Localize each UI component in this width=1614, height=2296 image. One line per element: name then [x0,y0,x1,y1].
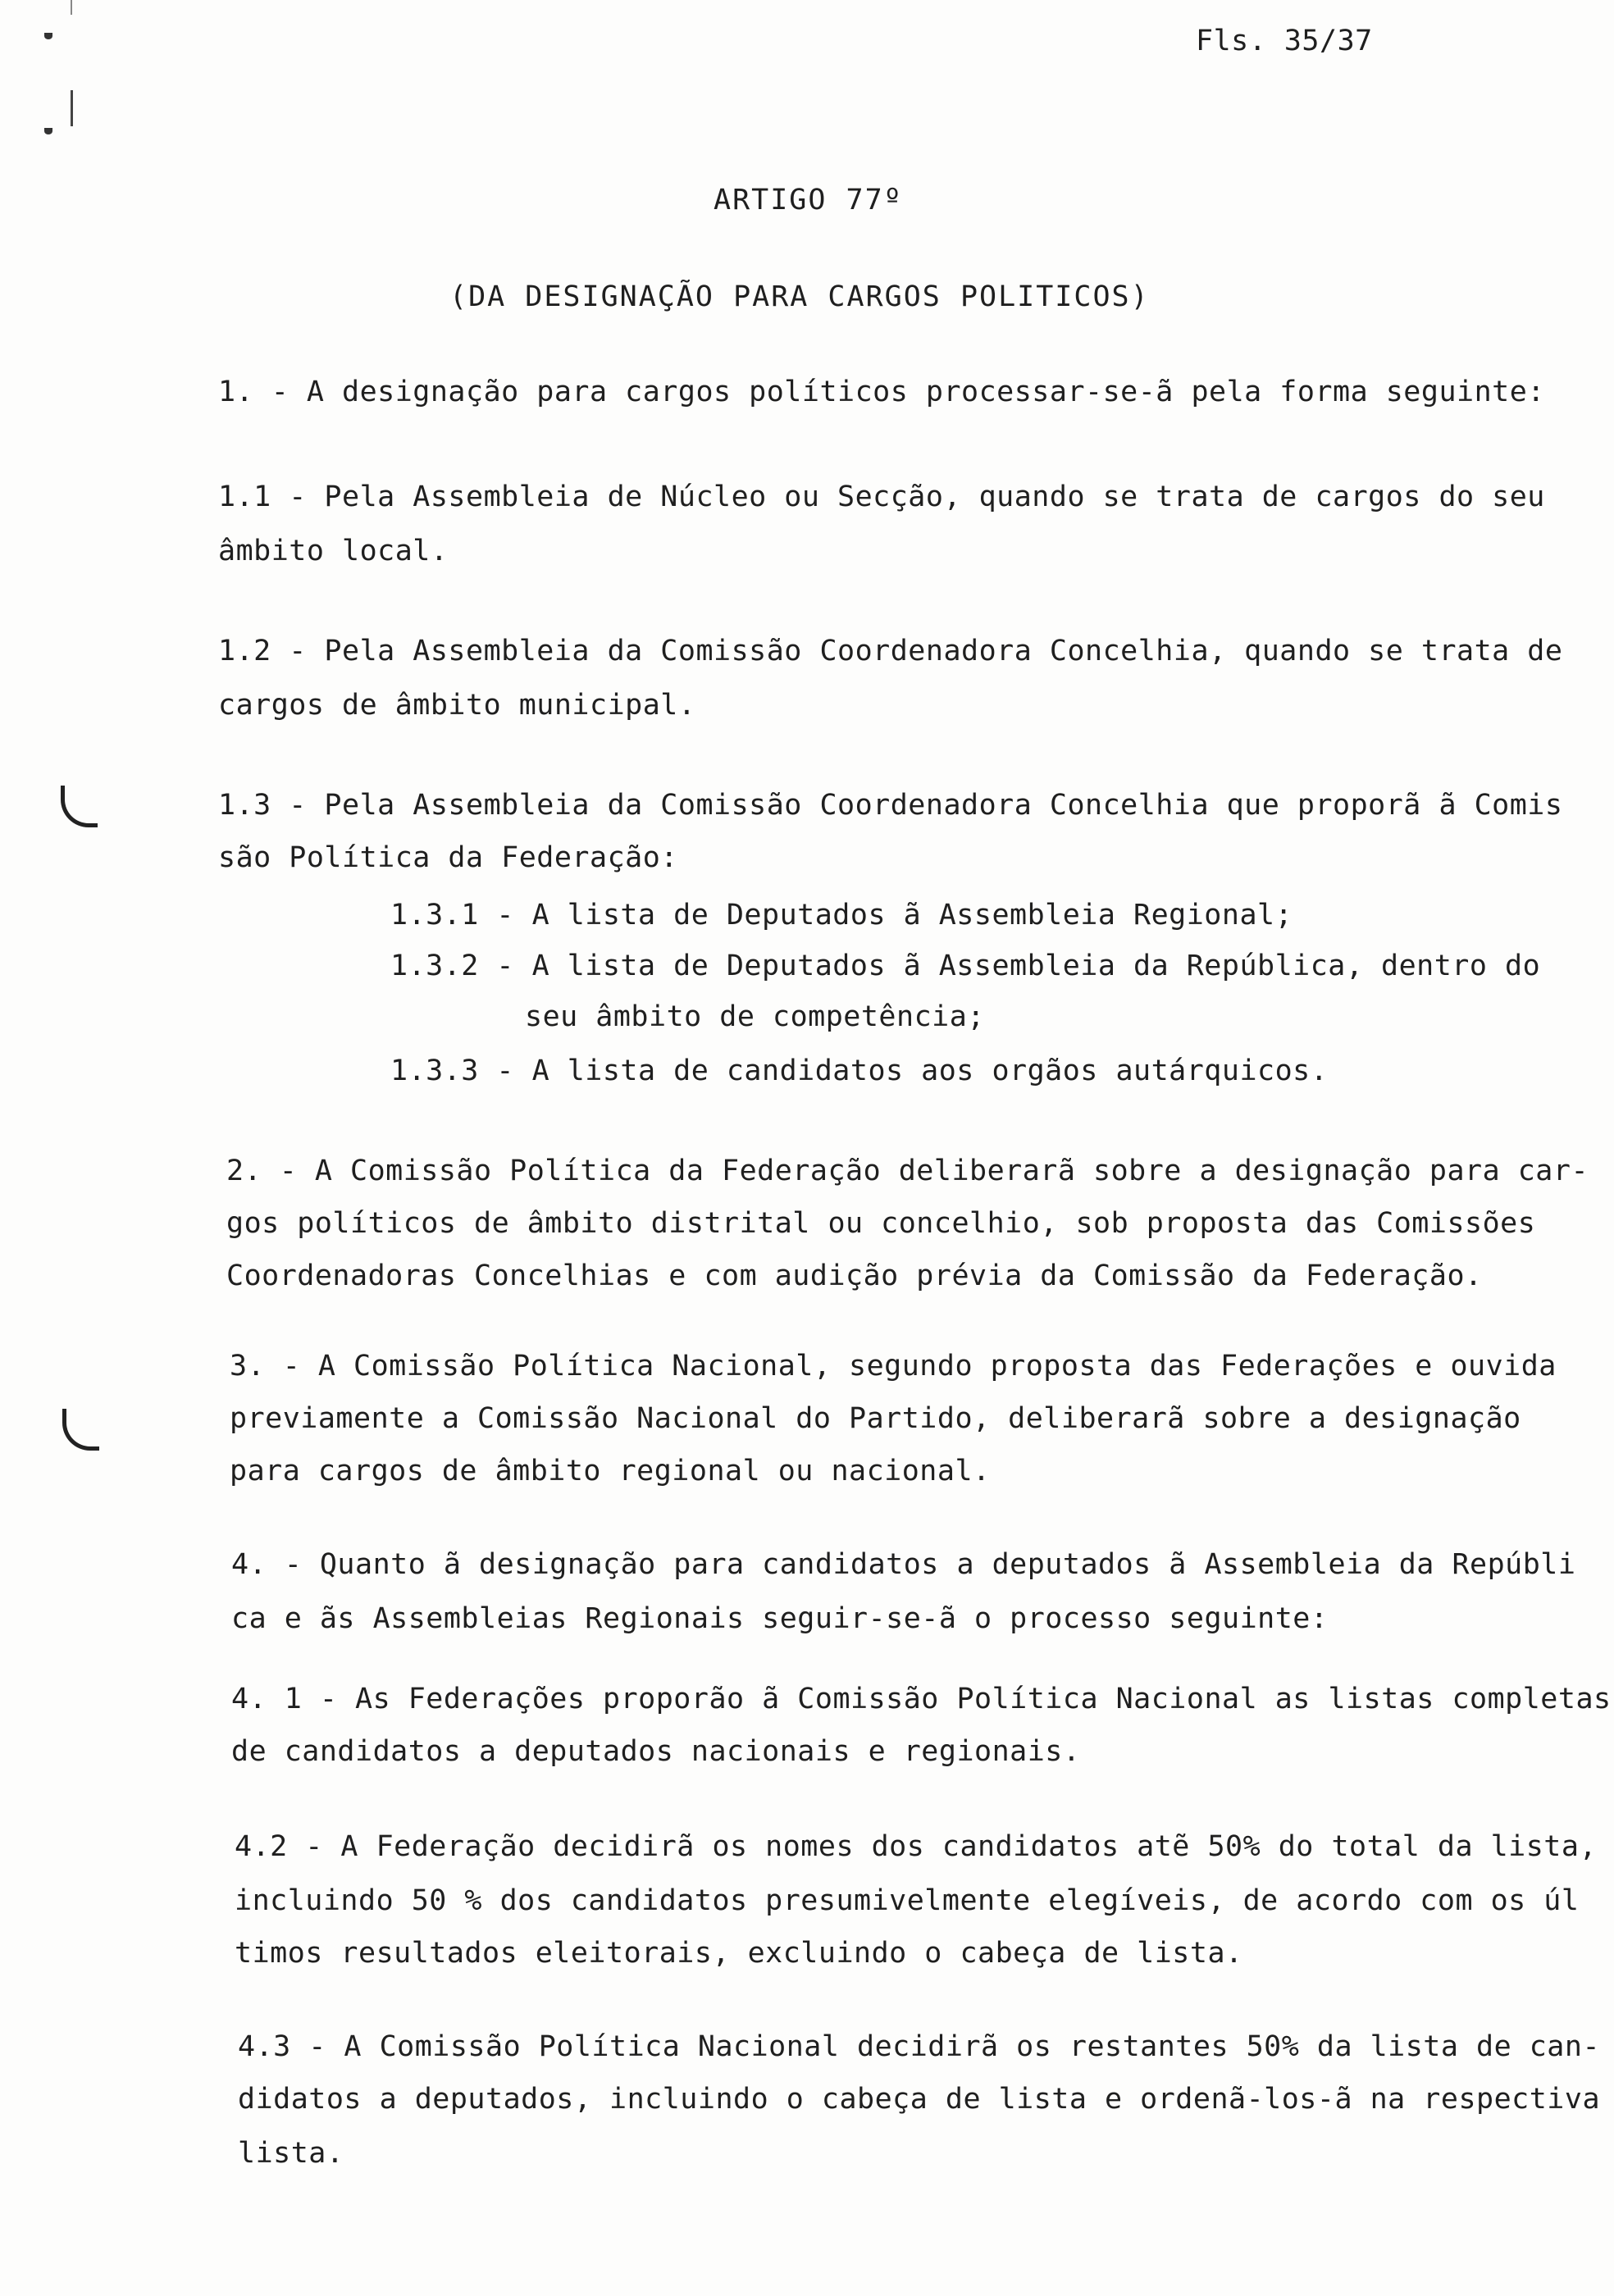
clause-line: 1.3 - Pela Assembleia da Comissão Coordenadora Concelhia que proporã ã Comis [218,789,1563,822]
clause-line: 4.3 - A Comissão Política Nacional decidirã os restantes 50% da lista de can- [238,2030,1601,2063]
margin-dot-mark [44,33,52,39]
clause-line: previamente a Comissão Nacional do Partido, deliberarã sobre a designação [230,1402,1521,1435]
article-title: ARTIGO 77º [714,184,903,216]
clause-line: de candidatos a deputados nacionais e regionais. [231,1735,1081,1768]
margin-bar-mark [71,0,72,15]
clause-line: lista. [238,2137,344,2170]
clause-line: gos políticos de âmbito distrital ou concelhio, sob proposta das Comissões [226,1207,1536,1240]
clause-line: timos resultados eleitorais, excluindo o cabeça de lista. [235,1937,1243,1970]
clause-line: para cargos de âmbito regional ou nacional. [230,1455,991,1487]
clause-line: cargos de âmbito municipal. [218,689,696,722]
clause-line: 1. - A designação para cargos políticos processar-se-ã pela forma seguinte: [218,376,1545,408]
subclause-line: 1.3.3 - A lista de candidatos aos orgãos autárquicos. [390,1055,1329,1087]
subclause-line: 1.3.2 - A lista de Deputados ã Assembleia da República, dentro do [390,950,1541,982]
clause-line: 4.2 - A Federação decidirã os nomes dos candidatos atẽ 50% do total da lista, [235,1830,1598,1863]
clause-line: Coordenadoras Concelhias e com audição prévia da Comissão da Federação. [226,1260,1483,1292]
clause-line: incluindo 50 % dos candidatos presumivelmente elegíveis, de acordo com os úl [235,1884,1580,1917]
clause-line: âmbito local. [218,535,449,567]
clause-line: 4. - Quanto ã designação para candidatos a deputados ã Assembleia da Repúbli [231,1548,1576,1581]
margin-hook-mark [62,1409,99,1451]
subclause-line: seu âmbito de competência; [525,1000,985,1033]
margin-bar-mark [71,90,73,126]
page-folio: Fls. 35/37 [1196,25,1373,57]
clause-line: 2. - A Comissão Política da Federação deliberarã sobre a designação para car- [226,1155,1589,1187]
subclause-line: 1.3.1 - A lista de Deputados ã Assembleia Regional; [390,899,1293,932]
clause-line: são Política da Federação: [218,841,678,874]
margin-dot-mark [44,128,52,134]
clause-line: didatos a deputados, incluindo o cabeça de lista e ordenã-los-ã na respectiva [238,2083,1601,2116]
clause-line: ca e ãs Assembleias Regionais seguir-se-ã o processo seguinte: [231,1602,1329,1635]
margin-hook-mark [61,786,98,827]
clause-line: 4. 1 - As Federações proporão ã Comissão Política Nacional as listas completas [231,1683,1612,1715]
clause-line: 1.2 - Pela Assembleia da Comissão Coordenadora Concelhia, quando se trata de [218,635,1563,667]
article-subtitle: (DA DESIGNAÇÃO PARA CARGOS POLITICOS) [449,280,1150,313]
clause-line: 1.1 - Pela Assembleia de Núcleo ou Secção, quando se trata de cargos do seu [218,481,1545,513]
clause-line: 3. - A Comissão Política Nacional, segundo proposta das Federações e ouvida [230,1350,1557,1383]
